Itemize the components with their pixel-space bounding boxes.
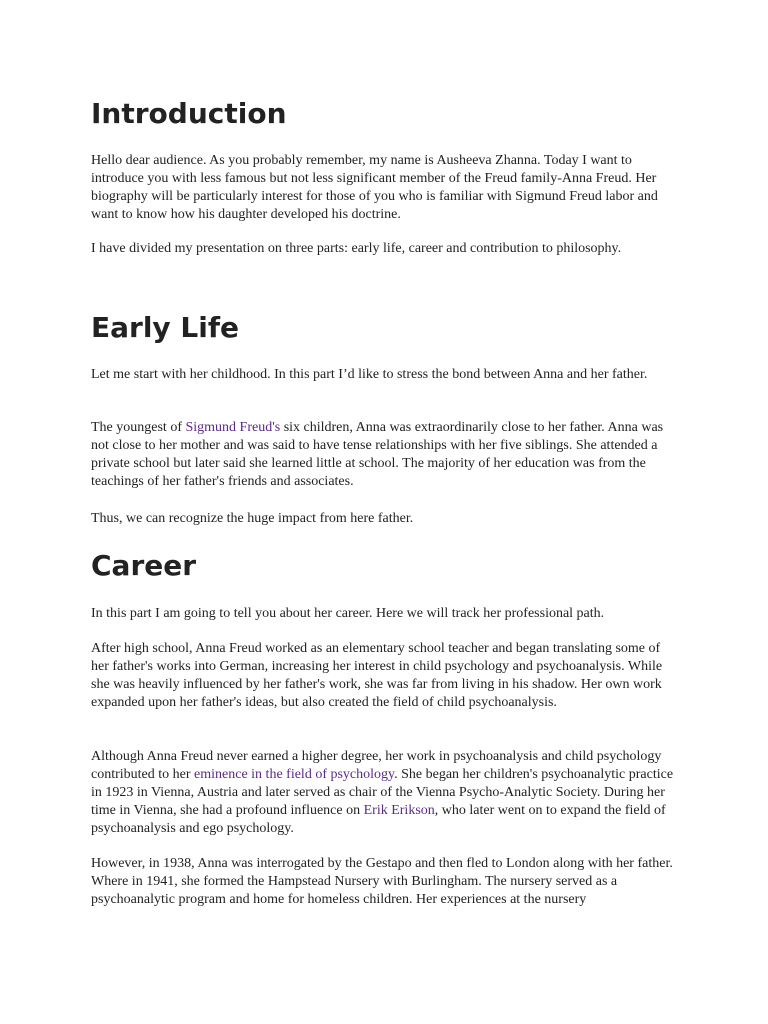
career-paragraph-3-start: Although Anna Freud never earned a higher degree, her work in psychoanalysis and child psychology contributed to her [91,749,662,782]
career-paragraph-2: After high school, Anna Freud worked as an elementary school teacher and began translating some of her father's works into German, increasing her interest in child psychology and psychoanalysis. While she was heavily influenced by her father's work, she was far from living in his shadow. Her own work expanded upon her father's ideas, but also created the field of child psychoanalysis. [91,641,663,710]
intro-paragraph-1: Hello dear audience. As you probably remember, my name is Ausheeva Zhanna. Today I want to introduce you with less famous but not less significant member of the Freud family-Anna Freud. Her biography will be particularly interest for those of you who is familiar with Sigmund Freud labor and want to know how his daughter developed his doctrine. [91,153,658,222]
early-life-paragraph-1: Let me start with her childhood. In this part I’d like to stress the bond between Anna and her father. [91,367,648,382]
early-life-paragraph-2-end: six children, Anna was extraordinarily close to her father. Anna was not close to her mother and was said to have tense relationships with her five siblings. She attended a private school but later said she learned little at school. The majority of her education was from the teachings of her father's friends and associates. [91,420,664,489]
career-paragraph-3 [91,748,681,838]
career-paragraph-3-middle: . She began her children's psychoanalytic practice in 1923 in Vienna, Austria and later served as chair of the Vienna Psycho-Analytic Society. During her time in Vienna, she had a profound influence on [91,767,674,818]
sigmund-freud-link[interactable]: Sigmund Freud's [185,420,281,435]
intro-paragraph-2: I have divided my presentation on three parts: early life, career and contribution to philosophy. [91,241,622,256]
erik-erikson-link[interactable]: Erik Erikson [363,803,435,818]
career-paragraph-4: However, in 1938, Anna was interrogated by the Gestapo and then fled to London along with her father. Where in 1941, she formed the Hampstead Nursery with Burlingham. The nursery served as a psychoanalytic program and home for homeless children. Her experiences at the nursery [91,856,673,907]
early-life-paragraph-3: Thus, we can recognize the huge impact from here father. [91,511,414,526]
career-paragraph-3-end: , who later went on to expand the field of psychoanalysis and ego psychology. [91,803,666,836]
heading-introduction: Introduction [91,97,287,130]
early-life-paragraph-2 [91,419,681,491]
early-life-paragraph-2-start: The youngest of [91,420,186,435]
eminence-in-psychology-link[interactable]: eminence in the field of psychology [194,767,395,782]
heading-career: Career [91,549,197,582]
heading-early-life: Early Life [91,311,240,344]
career-paragraph-1: In this part I am going to tell you about her career. Here we will track her professional path. [91,606,605,621]
